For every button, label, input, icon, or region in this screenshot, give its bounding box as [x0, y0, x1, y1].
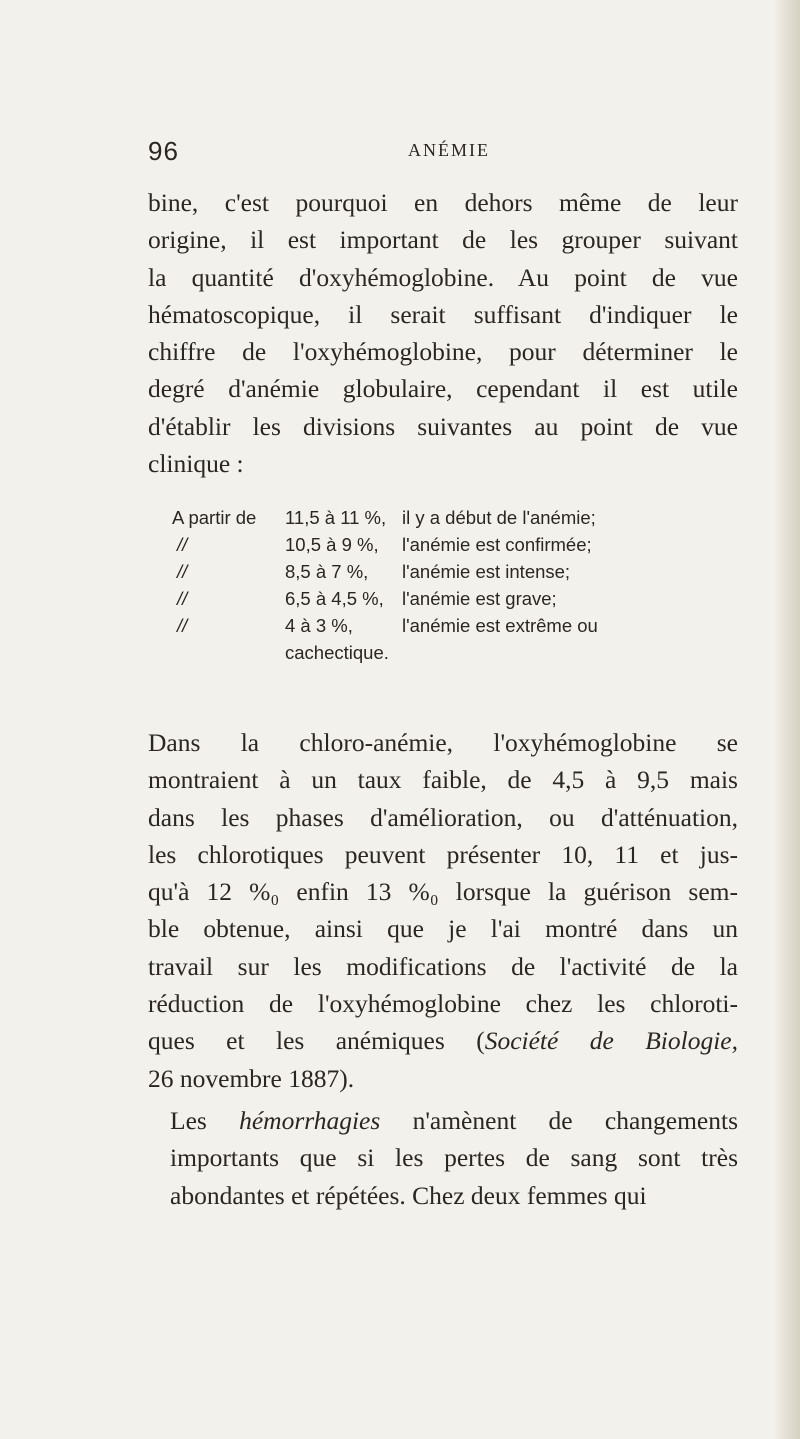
row-description: l'anémie est intense;	[402, 561, 571, 582]
paragraph-intro	[148, 184, 738, 482]
anemia-grade-table	[172, 504, 732, 666]
text-line: ble obtenue, ainsi que je l'ai montré dans un	[148, 914, 738, 944]
row-range: 10,5 à 9 %,	[285, 534, 379, 555]
page-edge-shadow	[774, 0, 800, 1439]
text-line: montraient à un taux faible, de 4,5 à 9,5 mais	[148, 765, 738, 795]
text-line: origine, il est important de les grouper suivant	[148, 225, 738, 255]
text-line: hématoscopique, il serait suffisant d'indiquer le	[148, 299, 738, 329]
row-lead: A partir de	[172, 507, 257, 528]
text-line	[148, 1102, 738, 1139]
paragraph-hemorrhages	[148, 1102, 738, 1214]
row-range: 4 à 3 %,	[285, 615, 353, 636]
row-description: l'anémie est extrême ou	[402, 615, 598, 636]
ditto-mark: //	[177, 615, 188, 636]
text-line: abondantes et répétées. Chez deux femmes qui	[170, 1180, 647, 1210]
ditto-mark: //	[177, 534, 188, 555]
text-line: travail sur les modifications de l'activité de la	[148, 951, 738, 981]
table-continuation: cachectique.	[285, 642, 389, 663]
row-description: l'anémie est confirmée;	[402, 534, 592, 555]
text-line: les chlorotiques peuvent présenter 10, 11 et jus-	[148, 839, 738, 869]
table-row	[172, 504, 732, 531]
page-header	[148, 136, 728, 176]
row-description: l'anémie est grave;	[402, 588, 557, 609]
text-line: importants que si les pertes de sang sont très	[170, 1143, 738, 1173]
text-line: qu'à 12 %₀ enfin 13 %₀ lorsque la guérison sem-	[148, 877, 738, 907]
italic-term: hémorrhagies	[239, 1106, 381, 1135]
text-fragment: Les	[170, 1106, 240, 1135]
table-row	[172, 531, 732, 558]
text-line: Dans la chloro-anémie, l'oxyhémoglobine se	[148, 728, 738, 757]
text-line: clinique :	[148, 449, 244, 479]
table-row	[172, 558, 732, 585]
text-line	[148, 1022, 738, 1059]
text-line: la quantité d'oxyhémoglobine. Au point de vue	[148, 262, 738, 292]
text-line: réduction de l'oxyhémoglobine chez les chloroti-	[148, 989, 738, 1019]
text-line: chiffre de l'oxyhémoglobine, pour déterminer le	[148, 337, 738, 367]
row-description: il y a début de l'anémie;	[402, 507, 596, 528]
table-row	[172, 612, 732, 639]
row-range: 11,5 à 11 %,	[285, 507, 387, 528]
row-range: 6,5 à 4,5 %,	[285, 588, 384, 609]
table-row	[172, 585, 732, 612]
text-fragment: n'amènent de changements	[380, 1106, 738, 1135]
text-fragment: ques et les anémiques (	[148, 1026, 485, 1056]
text-line: bine, c'est pourquoi en dehors même de leur	[148, 188, 738, 217]
row-range: 8,5 à 7 %,	[285, 561, 369, 582]
text-line: 26 novembre 1887).	[148, 1063, 355, 1093]
running-head: ANÉMIE	[408, 140, 490, 160]
ditto-mark: //	[177, 561, 188, 582]
page-number: 96	[148, 136, 179, 166]
text-line: dans les phases d'amélioration, ou d'atténuation,	[148, 802, 738, 832]
paragraph-chloro-anemia	[148, 724, 738, 1097]
text-line: degré d'anémie globulaire, cependant il est utile	[148, 374, 738, 404]
ditto-mark: //	[177, 588, 188, 609]
text-line: d'établir les divisions suivantes au point de vue	[148, 411, 738, 441]
journal-citation: Société de Biologie,	[484, 1026, 738, 1056]
